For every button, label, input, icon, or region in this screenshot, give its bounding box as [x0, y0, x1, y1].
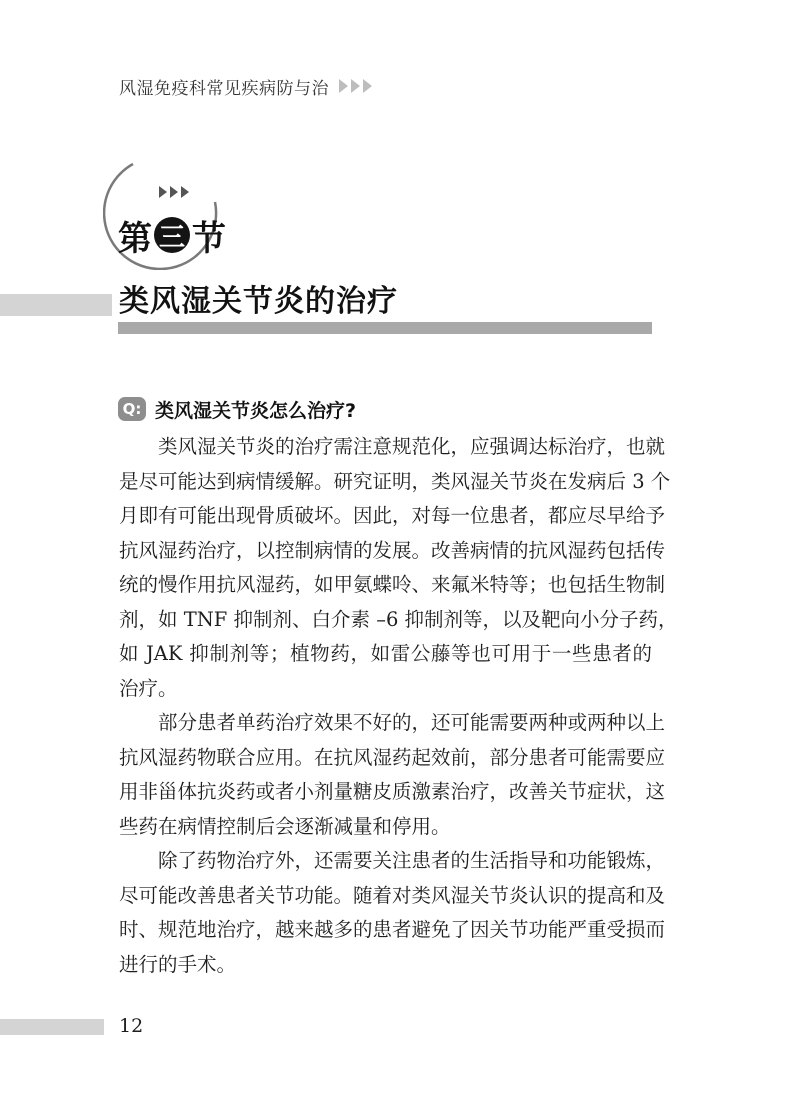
text-line: 抗风湿药治疗，以控制病情的发展。改善病情的抗风湿药包括传: [119, 538, 666, 562]
section-arrows-icon: [159, 186, 189, 198]
text-line: 用非甾体抗炎药或者小剂量糖皮质激素治疗，改善关节症状，这: [119, 780, 666, 803]
chapter-title: 类风湿关节炎的治疗: [119, 284, 398, 319]
section-prefix: 第: [118, 218, 152, 259]
question-badge-icon: Q:: [118, 397, 146, 421]
text-line: 部分患者单药治疗效果不好的，还可能需要两种或两种以上: [158, 711, 666, 734]
footer-band: [0, 1019, 104, 1035]
section-number-badge: 三: [154, 217, 190, 253]
text-line: 月即有可能出现骨质破坏。因此，对每一位患者，都应尽早给予: [119, 504, 666, 527]
text-line: 如 JAK 抑制剂等；植物药，如雷公藤等也可用于一些患者的: [119, 642, 652, 665]
paragraph: [119, 430, 678, 706]
text-line: 进行的手术。: [119, 952, 237, 976]
text-line: 些药在病情控制后会逐渐减量和停用。: [119, 814, 451, 838]
text-line: 统的慢作用抗风湿药，如甲氨蝶呤、来氟米特等；也包括生物制: [119, 573, 666, 596]
text-line: 是尽可能达到病情缓解。研究证明，类风湿关节炎在发病后 3 个: [119, 469, 671, 493]
running-head: [119, 74, 372, 98]
title-underline: [118, 322, 652, 334]
text-line: 尽可能改善患者关节功能。随着对类风湿关节炎认识的提高和及: [119, 883, 666, 907]
running-head-title: 风湿免疫科常见疾病防与治: [119, 78, 329, 99]
running-head-arrows-icon: [339, 79, 372, 93]
paragraph: [119, 706, 666, 844]
body-text: [119, 430, 678, 982]
section-label: [118, 211, 226, 259]
text-line: 类风湿关节炎的治疗需注意规范化，应强调达标治疗，也就: [158, 435, 666, 458]
text-line: 治疗。: [119, 676, 178, 700]
text-line: 抗风湿药物联合应用。在抗风湿药起效前，部分患者可能需要应: [119, 745, 666, 769]
text-line: 剂，如 TNF 抑制剂、白介素 –6 抑制剂等，以及靶向小分子药，: [119, 607, 678, 631]
section-suffix: 节: [192, 218, 226, 259]
text-line: 除了药物治疗外，还需要关注患者的生活指导和功能锻炼，: [158, 849, 666, 872]
text-line: 时、规范地治疗，越来越多的患者避免了因关节功能严重受损而: [119, 918, 666, 941]
paragraph: [119, 844, 666, 982]
page-number: 12: [119, 1015, 144, 1037]
title-left-band: [0, 294, 112, 316]
question-heading: [118, 392, 356, 426]
question-text: 类风湿关节炎怎么治疗?: [155, 399, 357, 422]
